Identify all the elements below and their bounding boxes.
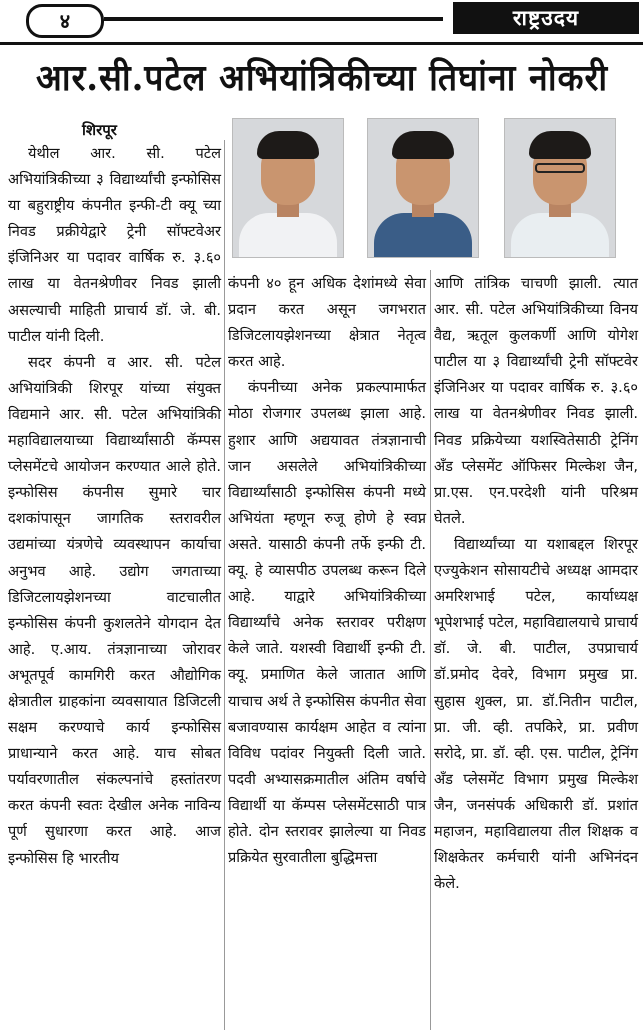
paragraph: कंपनी ४० हून अधिक देशांमध्ये सेवा प्रदान करत असून जगभरात डिजिटलायझेशनच्या क्षेत्रात नेतृत्व करत आहे. [228,275,426,371]
article-column-3 [434,271,638,897]
paragraph: सदर कंपनी व आर. सी. पटेल अभियांत्रिकी शिरपूर यांच्या संयुक्त विद्यमाने आर. सी. पटेल अभियांत्रिकी महाविद्यालयाच्या विद्यार्थ्यांसाठी कॅम्पस प्लेसमेंटचे आयोजन करण्यात आले होते. इन्फोसिस कंपनीस सुमारे चार दशकांपासून जागतिक स्तरावरील उद्यमांच्या यंत्रणेचे व्यवस्थापन कार्याचा अनुभव आहे. उद्योग जगताच्या डिजिटलायझेशनच्या वाटचालीत इन्फोसिस कंपनी कुशलतेने योगदान देत आहे. ए.आय. तंत्रज्ञानाच्या जोरावर अभूतपूर्व कामगिरी करत औद्योगिक क्षेत्रातील ग्राहकांना व्यवसायात डिजिटली सक्षम करण्याचे कार्य इन्फोसिस प्राधान्याने करत आहे. याच सोबत पर्यावरणातील संकल्पनांचे हस्तांतरण करत कंपनी स्वतः देखील अनेक नाविन्य पूर्ण सुधारणा करत आहे. आज इन्फोसिस हि भारतीय [8,353,221,867]
paragraph: कंपनीच्या अनेक प्रकल्पामार्फत मोठा रोजगार उपलब्ध झाला आहे. हुशार आणि अद्ययावत तंत्रज्ञानाची जान असलेले अभियांत्रिकीच्या विद्यार्थ्यांसाठी इन्फोसिस कंपनी मध्ये अभियंता म्हणून रुजू होणे हे स्वप्न असते. यासाठी कंपनी तर्फे इन्फी टी. क्यू. हे व्यासपीठ उपलब्ध करून दिले आहे. याद्वारे अभियांत्रिकीच्या विद्यार्थ्यांचे अनेक स्तरावर परीक्षण केले जाते. यशस्वी विद्यार्थी इन्फी टी. क्यू. प्रमाणित केले जातात आणि याचाच अर्थ ते इन्फोसिस कंपनीत सेवा बजावण्यास कार्यक्षम आहेत व त्यांना विविध पदांवर नियुक्ती दिली जाते. पदवी अभ्यासक्रमातील अंतिम वर्षाचे विद्यार्थी या कॅम्पस प्लेसमेंटसाठी पात्र होते. दोन स्तरावर झालेल्या या निवड प्रक्रियेत सुरवातीला बुद्धिमत्ता [228,379,426,867]
newspaper-masthead: राष्ट्रउदय [453,2,639,34]
student-photo-3 [504,118,616,258]
paragraph: येथील आर. सी. पटेल अभियांत्रिकीच्या ३ विद्यार्थ्यांची इन्फोसिस या बहुराष्ट्रीय कंपनीत इन्फी-टी क्यू च्या निवड प्रक्रीयेद्वारे ट्रेनी सॉफ्टवेअर इंजिनिअर या पदावर वार्षिक रु. ३.६० लाख या वेतनश्रेणीवर निवड झाली असल्याची माहिती प्राचार्य डॉ. जे. बी. पाटील यांनी दिली. [8,145,221,345]
article-column-1 [8,141,221,872]
shirt-shape [511,213,609,258]
hair-shape [257,131,319,159]
page-header-bar [0,0,643,45]
hair-shape [529,131,591,159]
article-dateline: शिरपूर [82,121,117,139]
header-rule [104,17,443,21]
hair-shape [392,131,454,159]
article-headline: आर.सी.पटेल अभियांत्रिकीच्या तिघांना नोकरी [35,57,609,99]
shirt-shape [239,213,337,258]
student-photo-1 [232,118,344,258]
student-photo-2 [367,118,479,258]
glasses-shape [535,163,585,173]
shirt-shape [374,213,472,258]
paragraph: विद्यार्थ्यांच्या या यशाबद्दल शिरपूर एज्युकेशन सोसायटीचे अध्यक्ष आमदार अमरिशभाई पटेल, कार्याध्यक्ष भूपेशभाई पटेल, महाविद्यालयाचे प्राचार्य डॉ. जे. बी. पाटील, उपप्राचार्य डॉ.प्रमोद देवरे, विभाग प्रमुख प्रा. सुहास शुक्ल, प्रा. डॉ.नितीन पाटील, प्रा. जी. व्ही. तपकिरे, प्रा. प्रवीण सरोदे, प्रा. डॉ. व्ही. एस. पाटील, ट्रेनिंग अँड प्लेसमेंट विभाग प्रमुख मिल्केश जैन, जनसंपर्क अधिकारी डॉ. प्रशांत महाजन, महाविद्यालया तील शिक्षक व शिक्षकेतर कर्मचारी यांनी अभिनंदन केले. [434,535,638,893]
page-number: ४ [26,4,104,38]
paragraph: आणि तांत्रिक चाचणी झाली. त्यात आर. सी. पटेल अभियांत्रिकीच्या विनय वैद्य, ऋतूल कुलकर्णी आणि योगेश पाटील या ३ विद्यार्थ्यांची ट्रेनी सॉफ्टवेर इंजिनिअर या पदावर वार्षिक रु. ३.६० लाख या वेतनश्रेणीवर निवड झाली. निवड प्रक्रियेच्या यशस्वितेसाठी ट्रेनिंग अँड प्लेसमेंट ऑफिसर मिल्केश जैन, प्रा.एस. एन.परदेशी यांनी परिश्रम घेतले. [434,275,638,527]
column-divider [224,140,225,1030]
article-column-2 [228,271,426,871]
column-divider [430,270,431,1030]
